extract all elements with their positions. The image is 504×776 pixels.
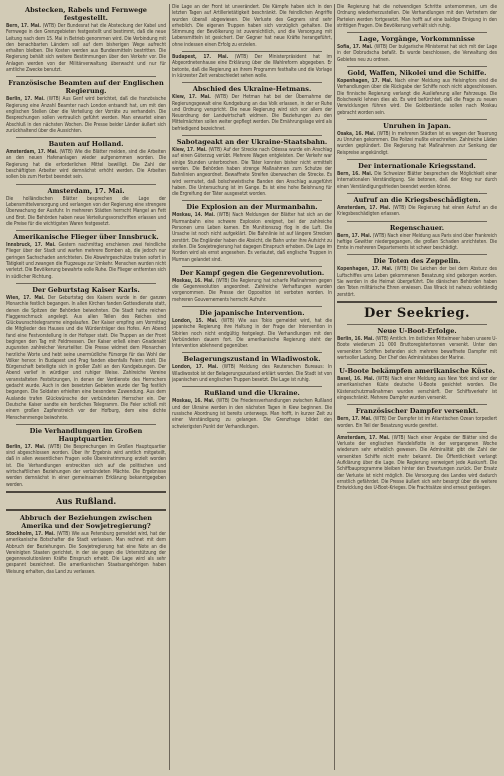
article-heading: Französische Beamten auf der Englischen Regierung. <box>8 79 164 96</box>
article-text <box>6 23 166 73</box>
article-text <box>172 94 332 132</box>
article <box>172 355 332 383</box>
article-dateline: Stockholm, 17. Mai. <box>6 530 55 537</box>
article <box>172 85 332 132</box>
article-text <box>6 242 166 280</box>
article <box>337 327 497 361</box>
article-heading: Aus Rußland. <box>55 495 117 506</box>
article-separator <box>182 200 322 201</box>
article-text <box>6 444 166 488</box>
article-separator <box>16 184 156 185</box>
article <box>6 514 166 575</box>
article-separator <box>347 221 487 222</box>
article-text <box>337 131 497 156</box>
article <box>337 407 497 429</box>
article-separator <box>16 283 156 284</box>
article-body: (WTB) Wie aus Petersburg gemeldet wird, hat der amerikanische Botschafter die Stadt verlassen. Man rechnet mit dem Abbruch der Beziehungen. Die Sowjetregierung hat eine Note an die Vereinigten Staaten gerichtet, in der sie gegen die Unterstützung der gegenrevolutionären Kräfte Einspruch erhebt. Die Lage wird als sehr gespannt bezeichnet. Die amerikanischen Staatsangehörigen haben Weisung erhalten, das Land zu verlassen. <box>6 530 166 575</box>
article-separator <box>182 135 322 136</box>
article <box>337 224 497 252</box>
article-body: (WTB) Aus Genf wird berichtet, daß die französische Regierung eine Anzahl Beamter nach London entsandt hat, um mit den englischen Stellen über die Verteilung der Vorräte zu verhandeln. Die Besprechungen sollen vertraulich geführt werden. Man erwartet einen Abschluß in den nächsten Wochen. Die Presse beider Länder äußert sich zurückhaltend über die Aussichten. <box>6 96 166 134</box>
article-text <box>337 171 497 190</box>
article-separator <box>347 364 487 365</box>
article-dateline: Kiew, 17. Mai. <box>172 94 211 101</box>
article <box>337 69 497 116</box>
article <box>337 122 497 156</box>
article-dateline: Berlin, 17. Mai. <box>6 96 45 103</box>
article <box>337 35 497 63</box>
article-dateline: Amsterdam, 17. Mai. <box>6 149 58 156</box>
article <box>6 496 166 506</box>
article <box>337 306 497 321</box>
article-text <box>172 212 332 262</box>
article-body: Die Regierung hat die notwendigen Schritte unternommen, um die Ordnung wiederherzustellen. Die Verhandlungen mit den Vertretern der Parteien werden fortgesetzt. Man hofft auf eine baldige Einigung in den strittigen Fragen. Die Bevölkerung verhält sich ruhig. <box>337 4 497 29</box>
article-separator <box>347 404 487 405</box>
article-text <box>172 364 332 383</box>
article-body: (WTB) Die Besprechungen im Großen Hauptquartier sind abgeschlossen worden. Über ihr Ergebnis wird amtlich mitgeteilt, daß in allen wesentlichen Fragen volle Übereinstimmung erzielt worden ist. Die Verhandlungen erstreckten sich auf die politischen und wirtschaftlichen Beziehungen der verbündeten Mächte. Die Ergebnisse werden demnächst in einer gemeinsamen Erklärung bekanntgegeben werden. <box>6 443 166 488</box>
column-rule <box>334 4 335 770</box>
article-heading: Sabotageakt an der Ukraine-Staatsbahn. <box>176 138 328 147</box>
article-dateline: Kopenhagen, 17. Mai. <box>337 78 393 85</box>
article-separator <box>337 301 497 303</box>
article-separator <box>182 352 322 353</box>
article-text <box>6 149 166 180</box>
article-body: Nach einer Meldung aus Helsingfors sind die Verhandlungen über die Rückgabe der Schiffe noch nicht abgeschlossen. Die finnische Regierung verlangt die Auslieferung aller Fahrzeuge. Die Bolschewiki lehnen dies ab. Es wird befürchtet, daß die Frage zu neuen Verwicklungen führen wird. Die Goldbestände sollen nach Moskau gebracht worden sein. <box>337 78 497 116</box>
article <box>337 162 497 190</box>
article-heading: Bauten auf Holland. <box>48 140 124 149</box>
article-heading: Belagerungszustand in Wladiwostok. <box>183 355 321 364</box>
article-separator <box>347 432 487 433</box>
article-heading: Abstecken, Rabels und Fernwege festgestellt. <box>24 6 148 22</box>
article-body: (WTB) Der Bundesrat hat die Absteckung der Kabel und Fernwege in den Grenzgebieten festgestellt und bestimmt, daß die neue Leitung nach dem 15. Mai in Betrieb genommen wird. Die Verbindung mit den benachbarten Ländern soll auf dem bisherigen Wege aufrecht erhalten bleiben. Die Kosten werden aus Bundesmitteln bestritten. Die Regierung behält sich weitere Bestimmungen über den Verkehr vor. Die Anlagen werden von der Militärverwaltung überwacht und nur für amtliche Zwecke benutzt. <box>6 23 166 74</box>
article-body: (WTB) Der Dampfer ist im Atlantischen Ozean torpediert worden. Ein Teil der Besatzung wurde gerettet. <box>337 416 497 429</box>
article-dateline: Bern, 17. Mai. <box>6 23 41 29</box>
article <box>337 4 497 29</box>
article-text <box>337 205 497 218</box>
article-text <box>337 416 497 429</box>
article-dateline: Basel, 16. Mai. <box>337 376 375 383</box>
article-heading: Abbruch der Beziehungen zwischen Amerika und der Sowjetregierung? <box>19 513 153 530</box>
article-dateline: Bern, 17. Mai. <box>337 232 372 239</box>
article-dateline: Bern, 16. Mai. <box>337 171 373 178</box>
article <box>6 233 166 280</box>
article-text <box>337 336 497 361</box>
article-heading: Die Toten des Zeppelin. <box>373 257 461 266</box>
article <box>6 79 166 134</box>
column-3 <box>337 4 497 770</box>
article-text <box>172 398 332 429</box>
article-separator <box>182 306 322 307</box>
article <box>6 286 166 421</box>
article <box>172 138 332 197</box>
article-body: (WTB) Auf der Strecke nach Odessa wurde ein Anschlag auf einen Güterzug verübt. Mehrere Wagen entgleisten. Der Verkehr war einige Stunden unterbrochen. Die Täter konnten bisher nicht ermittelt werden. Die Behörden haben strenge Maßnahmen zum Schutze der Bahnlinien angeordnet. Bewaffnete Streifen überwachen die Strecke. Es wird vermutet, daß bolschewistische Banden den Anschlag ausgeführt haben. Die Untersuchung ist im Gange. Es ist eine hohe Belohnung für die Ergreifung der Täter ausgesetzt worden. <box>172 147 332 198</box>
article-dateline: Innsbruck, 17. Mai. <box>6 242 56 249</box>
article-dateline: Wien, 17. Mai. <box>6 294 45 301</box>
article-body: (WTB) Die Friedensverhandlungen zwischen Rußland und der Ukraine werden in den nächsten Tagen in Kiew beginnen. Die russische Abordnung ist bereits unterwegs. Man hofft, in kurzer Zeit zu einer Verständigung zu gelangen. Die Grenzfrage bildet den schwierigsten Punkt der Verhandlungen. <box>172 398 332 430</box>
article <box>6 427 166 488</box>
article-dateline: Moskau, 16. Mai. <box>172 277 215 284</box>
article-heading: Neue U-Boot-Erfolge. <box>377 326 457 335</box>
article-heading: Amsterdam, 17. Mai. <box>47 186 125 195</box>
article-separator <box>182 386 322 387</box>
article-dateline: Moskau, 14. Mai. <box>172 212 215 219</box>
article-heading: Die japanische Intervention. <box>199 308 305 317</box>
article-heading: Der Geburtstag Kaiser Karls. <box>32 285 140 294</box>
article-heading: Lage, Vorgänge, Vorkommnisse <box>359 35 475 44</box>
article <box>172 309 332 349</box>
article-text <box>337 4 497 29</box>
article-separator <box>347 32 487 33</box>
article-text <box>6 531 166 575</box>
column-2 <box>172 4 332 770</box>
article-body: Die Schweizer Blätter besprechen die Möglichkeit einer internationalen Verständigung. Sie betonen, daß der Krieg nur durch einen Verständigungsfrieden beendet werden könne. <box>337 171 497 190</box>
article-body: (WTB) Nach einer Meldung aus New York sind vor der amerikanischen Küste deutsche U-Boote gesichtet worden. Die Küstenschutzmaßnahmen wurden verschärft. Der Schiffsverkehr ist eingeschränkt. Mehrere Dampfer wurden versenkt. <box>337 376 497 401</box>
article-heading: Der Kampf gegen die Gegenrevolution. <box>179 268 325 277</box>
article-body: Der Geburtstag des Kaisers wurde in der ganzen Monarchie festlich begangen. In allen Kirchen fanden Gottesdienste statt, denen die Spitzen der Behörden beiwohnten. Die Stadt hatte reichen Flaggenschmuck angelegt. Aus allen Teilen des Reiches sind Glückwunschtelegramme eingelaufen. Der Kaiser empfing am Vormittag die Mitglieder des Hauses und die Würdenträger des Hofes. Am Abend fand eine Festvorstellung in der Hofoper statt. Die Truppen an der Front begingen den Tag mit Feldmessen. Der Kaiser erließ einen Gnadenakt zugunsten zahlreicher Verurteilter. Die Presse widmet dem Monarchen herzliche Worte und hebt seine unermüdliche Fürsorge für das Wohl der Völker hervor. In Budapest und Prag fanden ebenfalls Feiern statt. Die Bürgerschaft beteiligte sich in großer Zahl an den Kundgebungen. Der Abend verlief in würdiger und ruhiger Weise. Zahlreiche Vereine veranstalteten Festsitzungen, in denen der Verdienste des Herrschers gedacht wurde. Auch in den besetzten Gebieten wurde der Tag festlich begangen. Die Soldaten erhielten eine besondere Zuwendung. Aus dem Auslande trafen Glückwünsche der verbündeten Herrscher ein. Der Deutsche Kaiser sandte ein herzliches Telegramm. Die Feier schloß mit einem großen Zapfenstreich vor der Hofburg, dem eine dichte Menschenmenge beiwohnte. <box>6 294 166 421</box>
article-text <box>172 54 332 79</box>
article-dateline: Kiew, 17. Mai. <box>172 147 207 154</box>
article-dateline: Kopenhagen, 17. Mai. <box>337 266 393 273</box>
article-body: (WTB) Nach einer Angabe der Blätter sind die Verluste der englischen Handelsflotte in der vergangenen Woche wiederum sehr erheblich gewesen. Die Admiralität gibt die Zahl der versenkten Schiffe nicht mehr bekannt. Die Öffentlichkeit verlangt Aufklärung über die Lage. Die Regierung verweigert jede Auskunft. Die Schiffbauprogramme bleiben hinter den Erwartungen zurück. Der Ersatz der Verluste ist nicht möglich. Die Versorgung des Landes wird dadurch ernstlich gefährdet. Die Presse äußert sich sehr besorgt über die weitere Entwicklung des U-Boot-Krieges. Die Frachtsätze sind erneut gestiegen. <box>337 434 497 492</box>
article <box>172 203 332 262</box>
article-text <box>337 233 497 252</box>
article-heading: Die Explosion an der Murmanbahn. <box>186 203 318 212</box>
article <box>172 4 332 48</box>
article-text <box>337 44 497 63</box>
article <box>172 54 332 79</box>
article-separator <box>347 324 487 325</box>
article-body: (WTB) Nach Meldungen der Blätter hat sich an der Murmanbahn eine schwere Explosion ereignet, bei der zahlreiche Personen ums Leben kamen. Ein Munitionszug flog in die Luft. Die Ursache ist noch nicht aufgeklärt. Die Bahnlinie ist auf längere Strecken zerstört. Die Engländer haben die Absicht, die Bahn unter ihre Aufsicht zu stellen. Die Sowjetregierung hat dagegen Einspruch erhoben. Die Lage im Norden wird als ernst angesehen. Es verlautet, daß englische Truppen in Murman gelandet sind. <box>172 212 332 263</box>
article-separator <box>182 82 322 83</box>
article-text <box>172 318 332 349</box>
article-heading: Amerikanische Flieger über Innsbruck. <box>13 233 159 242</box>
article <box>337 435 497 492</box>
article-dateline: Berlin, 16. Mai. <box>337 335 374 342</box>
article-heading: Regenschauer. <box>389 223 445 232</box>
article <box>337 367 497 401</box>
article-dateline: Berlin, 17. Mai. <box>6 443 46 450</box>
article-separator <box>16 137 156 138</box>
article-separator <box>347 159 487 160</box>
article-separator <box>347 193 487 194</box>
article-text <box>6 295 166 421</box>
article-text <box>172 278 332 303</box>
article-body: Die Lage an der Front ist unverändert. Die Kämpfe haben sich in den letzten Tagen auf Artillerietätigkeit beschränkt. Die feindlichen Angriffe wurden überall abgewiesen. Die Verluste des Gegners sind sehr erheblich. Die eigenen Truppen haben sich vorzüglich gehalten. Die Stimmung der Bevölkerung ist zuversichtlich, und die Versorgung mit Lebensmitteln ist gesichert. Der Gegner hat neue Kräfte herangeführt, ohne indessen einen Erfolg zu erzielen. <box>172 4 332 48</box>
article <box>6 6 166 73</box>
article-dateline: Bern, 17. Mai. <box>337 416 372 423</box>
article-heading: Gold, Waffen, Nikolei und die Schiffe. <box>347 69 487 78</box>
article <box>172 269 332 303</box>
article-body: Gestern nachmittag erschienen zwei feindliche Flieger über der Stadt und warfen mehrere Bomben ab, die jedoch nur geringen Sachschaden anrichteten. Die Abwehrgeschütze traten sofort in Tätigkeit und zwangen die Flugzeuge zur Umkehr. Menschen wurden nicht verletzt. Die Bevölkerung bewahrte volle Ruhe. Die Flieger entfernten sich in südlicher Richtung. <box>6 242 166 280</box>
article-body: (WTB) In mehreren Städten ist es wegen der Teuerung zu Unruhen gekommen. Die Polizei mußte einschreiten. Zahlreiche Läden wurden geplündert. Die Regierung hat Maßnahmen zur Senkung der Reispreise angekündigt. <box>337 130 497 156</box>
article-body: (WTB) Die Leichen der bei dem Absturz des Luftschiffes ums Leben gekommenen Besatzung sind geborgen worden. Sie werden in die Heimat übergeführt. Die dänischen Behörden haben den Toten militärische Ehren erwiesen. Das Wrack ist nahezu vollständig zerstört. <box>337 266 497 298</box>
article-separator <box>16 230 156 231</box>
article-heading: U-Boote bekämpfen amerikanische Küste. <box>339 367 495 376</box>
article <box>6 140 166 180</box>
article-heading: Rußland und die Ukraine. <box>204 389 300 398</box>
article-dateline: London, 17. Mai. <box>172 364 218 371</box>
article-text <box>172 147 332 197</box>
article-dateline: Amsterdam, 17. Mai. <box>337 204 391 211</box>
article-text <box>337 266 497 297</box>
article-heading: Unruhen in Japan. <box>383 121 451 130</box>
article <box>337 196 497 218</box>
article-body: (WTB) Der bulgarische Ministerrat hat sich mit der Lage in der Dobrudscha befaßt. Es wurde beschlossen, die Verwaltung des Gebietes neu zu ordnen. <box>337 44 497 63</box>
column-rule <box>169 4 170 770</box>
article-separator <box>182 51 322 52</box>
article-dateline: Moskau, 16. Mai. <box>172 398 215 405</box>
article-text <box>337 78 497 116</box>
article-text <box>337 435 497 492</box>
article-heading: Der Seekrieg. <box>363 305 471 321</box>
article <box>172 389 332 429</box>
article-dateline: Sofia, 17. Mai. <box>337 44 373 51</box>
article-separator <box>347 66 487 67</box>
article-separator <box>6 509 166 511</box>
article-separator <box>182 266 322 267</box>
article-body: (WTB) Wie die Blätter melden, sind die Arbeiten an den neuen Hafenanlagen wieder aufgenommen worden. Die Regierung hat die erforderlichen Mittel bewilligt. Die Zahl der beschäftigten Arbeiter wird demnächst erhöht werden. Die Arbeiten sollen bis zum Herbst beendet sein. <box>6 149 166 181</box>
article-separator <box>347 119 487 120</box>
article-body: (WTB) Amtlich. Im östlichen Mittelmeer haben unsere U-Boote wiederum 21 000 Bruttoregistertonnen versenkt. Unter den versenkten Schiffen befanden sich mehrere bewaffnete Dampfer mit wertvoller Ladung. Der Chef des Admiralstabes der Marine. <box>337 335 497 361</box>
article-separator <box>6 491 166 493</box>
article-text <box>6 196 166 227</box>
article-dateline: Osaka, 16. Mai. <box>337 130 376 137</box>
article-text <box>172 4 332 48</box>
article-heading: Der internationale Kriegsstand. <box>358 162 476 171</box>
article-body: Die holländischen Blätter besprechen die Lage der Lebensmittelversorgung und verlangen von der Regierung eine strengere Überwachung der Ausfuhr. In mehreren Städten herrscht Mangel an Fett und Brot. Die Behörden haben neue Verteilungsvorschriften erlassen und die Preise für die wichtigsten Waren festgesetzt. <box>6 195 166 227</box>
article-body: (WTB) Die Regierung hat scharfe Maßnahmen gegen die Gegenrevolution angeordnet. Zahlreiche Verhaftungen wurden vorgenommen. Die Presse der Opposition ist verboten worden. In mehreren Gouvernements herrscht Aufruhr. <box>172 277 332 303</box>
article <box>6 187 166 227</box>
article-body: (WTB) Wie aus Tokio gemeldet wird, hat die japanische Regierung ihre Haltung in der Frage der Intervention in Sibirien noch nicht endgültig festgelegt. Die Verhandlungen mit den Verbündeten dauern fort. Die amerikanische Regierung steht der Intervention ablehnend gegenüber. <box>172 317 332 350</box>
article-heading: Französischer Dampfer versenkt. <box>355 407 479 416</box>
article-separator <box>16 76 156 77</box>
article-separator <box>16 424 156 425</box>
article-body: (WTB) Nach einer Meldung aus Paris sind über Frankreich heftige Gewitter niedergegangen, die großen Schaden anrichteten. Die Ernte in mehreren Departements ist schwer beschädigt. <box>337 232 497 252</box>
article-body: (WTB) Die Regierung hat einen Aufruf an die Kriegsbeschädigten erlassen. <box>337 204 497 218</box>
article-body: (WTB) Der Ministerpräsident hat im Abgeordnetenhause eine Erklärung über die Wahlreform abgegeben. Er betonte, daß die Regierung an ihrem Programm festhalte und die Vorlage in kürzester Zeit verabschiedet sehen wolle. <box>172 54 332 79</box>
article-heading: Aufruf an die Kriegsbeschädigten. <box>353 195 481 204</box>
article-heading: Abschied des Ukraine-Hetmans. <box>192 85 312 94</box>
article-separator <box>347 254 487 255</box>
article-dateline: Budapest, 17. Mai. <box>172 54 229 61</box>
article-text <box>6 96 166 134</box>
article-text <box>337 376 497 401</box>
article-body: (WTB) Meldung des Reuterschen Bureaus: In Wladiwostok ist der Belagerungszustand erklärt worden. Die Stadt ist von japanischen und englischen Truppen besetzt. Die Lage ist ruhig. <box>172 364 332 384</box>
article-heading: Die Verhandlungen im Großen Hauptquartier. <box>29 426 143 443</box>
article-dateline: London, 15. Mai. <box>172 317 218 324</box>
column-1 <box>6 4 166 770</box>
article-body: (WTB) Der Hetman hat bei der Übernahme der Regierungsgewalt eine Kundgebung an das Volk erlassen, in der er Ruhe und Ordnung verspricht. Die neue Regierung wird sich vor allem der Neuordnung der Landwirtschaft widmen. Die Beziehungen zu den Mittelmächten sollen weiter gepflegt werden. Die Ernährungslage wird als befriedigend bezeichnet. <box>172 94 332 132</box>
article-dateline: Amsterdam, 17. Mai. <box>337 434 390 441</box>
article <box>337 257 497 297</box>
